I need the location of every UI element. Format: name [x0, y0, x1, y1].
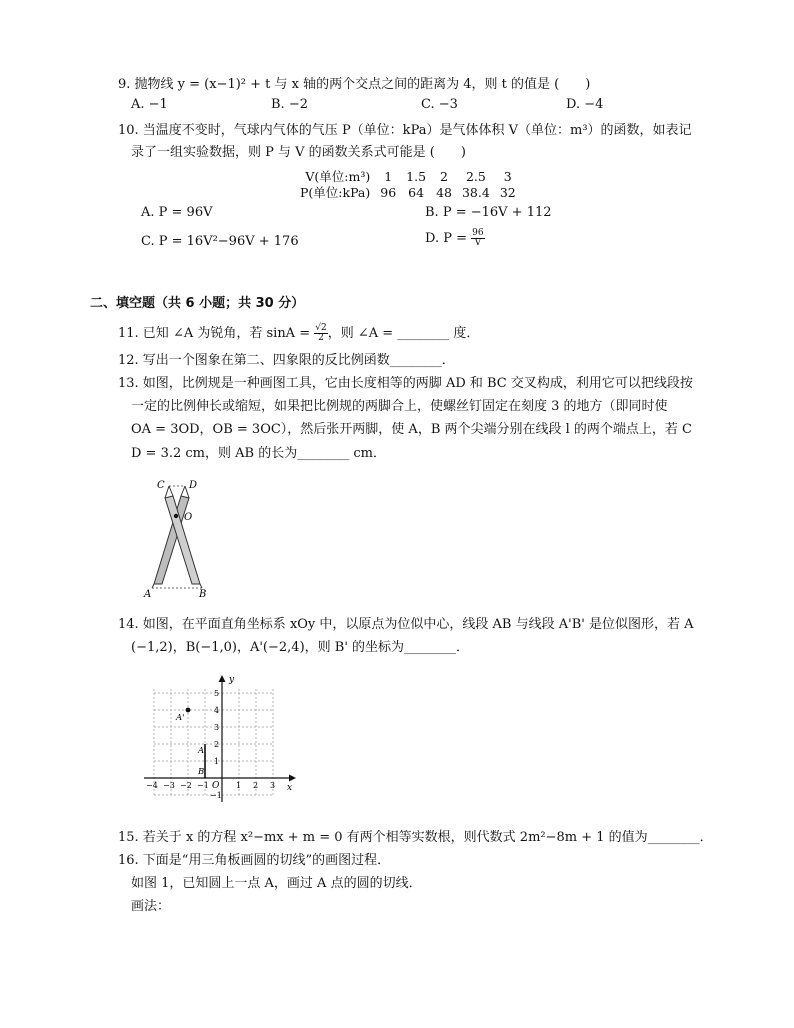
table-cell: 96	[380, 185, 397, 200]
x-tick-label: 3	[270, 781, 276, 790]
fraction-numerator: 96	[472, 228, 484, 238]
q10-data-table	[295, 169, 521, 201]
x-tick-label: −3	[163, 781, 175, 790]
leg-ad-tip	[181, 486, 185, 496]
table-cell: 64	[408, 185, 425, 200]
origin-label: O	[212, 781, 220, 791]
fraction-numerator: √2	[315, 323, 327, 333]
label-a: A	[144, 589, 152, 600]
x-tick-label: −2	[180, 781, 192, 790]
table-cell: 2	[440, 169, 448, 184]
proportional-compass-figure	[140, 476, 215, 600]
x-tick-label: −1	[197, 781, 209, 790]
table-row-pressure	[295, 185, 521, 201]
q13-line4: D = 3.2 cm，则 AB 的长为________ cm．	[131, 446, 386, 461]
x-tick-label: 2	[253, 781, 259, 790]
y-axis-label: y	[229, 675, 235, 685]
q14-line1: 14. 如图，在平面直角坐标系 xOy 中，以原点为位似中心，线段 AB 与线段 A'B' 是位似图形，若 A	[118, 617, 694, 632]
y-axis-arrow	[219, 675, 226, 682]
q11	[118, 324, 479, 343]
label-d: D	[189, 480, 198, 491]
coordinate-grid-figure	[140, 672, 300, 806]
q10-option-b: B. P = −16V + 112	[425, 205, 552, 220]
table-cell: 38.4	[461, 185, 490, 200]
y-tick-label: −1	[210, 791, 222, 800]
q9-option-c: C. −3	[421, 97, 458, 112]
q9-option-d: D. −4	[566, 97, 604, 112]
q14-line2: (−1,2)，B(−1,0)，A'(−2,4)，则 B' 的坐标为________．	[131, 640, 470, 655]
y-tick-label: 3	[214, 723, 220, 732]
q16-line2: 如图 1，已知圆上一点 A，画过 A 点的圆的切线．	[131, 876, 422, 891]
y-tick-label: 2	[214, 740, 220, 749]
q10-option-a: A. P = 96V	[141, 205, 213, 220]
q10-stem-line2: 录了一组实验数据，则 P 与 V 的函数关系式可能是 ( )	[131, 145, 466, 160]
section-heading: 二、填空题（共 6 小题；共 30 分）	[90, 296, 305, 311]
q13-line2: 一定的比例伸长或缩短，如果把比例规的两脚合上，使螺丝钉固定在刻度 3 的地方（即同时使	[131, 399, 668, 414]
y-tick-label: 4	[214, 706, 220, 715]
row-label-v: V(单位:m³)	[305, 169, 371, 184]
pivot-screw	[174, 514, 178, 518]
x-tick-label: −4	[146, 781, 158, 790]
label-b: B	[199, 589, 207, 600]
q16-line3: 画法：	[131, 899, 171, 914]
q10-option-d-prefix: D. P =	[425, 231, 472, 246]
x-axis-label: x	[287, 783, 293, 793]
x-tick-label: 1	[236, 781, 242, 790]
label-c: C	[157, 480, 165, 491]
q11-suffix: ，则 ∠A = ________ 度．	[327, 326, 480, 341]
point-a-tip	[152, 584, 154, 588]
label-a: A	[198, 746, 205, 756]
table-cell: 3	[503, 169, 512, 184]
fraction-denominator: V	[474, 238, 482, 248]
q12: 12. 写出一个图象在第二、四象限的反比例函数________．	[118, 353, 455, 368]
label-a-prime: A'	[176, 713, 185, 723]
leg-bc-tip-edge	[169, 486, 173, 496]
x-axis-arrow	[289, 775, 296, 782]
table-cell: 48	[436, 185, 452, 200]
q13-line3: OA = 3OD，OB = 3OC），然后张开两脚，使 A，B 两个尖端分别在线段 l 的两个端点上，若 C	[131, 422, 693, 437]
fraction-denominator: 2	[318, 333, 324, 343]
table-cell: 1.5	[406, 169, 427, 184]
q10-option-c: C. P = 16V²−96V + 176	[141, 234, 299, 249]
q10-stem-line1: 10. 当温度不变时，气球内气体的气压 P（单位：kPa）是气体体积 V（单位：m³）的函数，如表记	[118, 123, 692, 138]
q9-option-a: A. −1	[131, 97, 168, 112]
point-b-tip	[200, 584, 202, 588]
label-b: B	[198, 767, 205, 777]
table-cell: 2.5	[465, 169, 486, 184]
q10-option-d-fraction	[471, 229, 484, 248]
q16-line1: 16. 下面是“用三角板画圆的切线”的画图过程．	[118, 853, 391, 868]
row-label-p: P(单位:kPa)	[300, 185, 371, 200]
table-row-volume	[295, 169, 521, 185]
q9-option-b: B. −2	[271, 97, 308, 112]
y-tick-label: 5	[214, 689, 220, 698]
table-cell: 32	[499, 185, 516, 200]
point-a-prime	[186, 708, 191, 713]
q11-fraction	[314, 324, 327, 343]
leg-bc-tip	[165, 486, 169, 498]
q13-line1: 13. 如图，比例规是一种画图工具，它由长度相等的两脚 AD 和 BC 交叉构成，利用它可以把线段按	[118, 376, 693, 391]
y-tick-label: 1	[214, 757, 220, 766]
label-o: O	[184, 512, 193, 523]
table-cell: 1	[384, 169, 393, 184]
q15: 15. 若关于 x 的方程 x²−mx + m = 0 有两个相等实数根，则代数式 2m²−8m + 1 的值为________．	[118, 830, 713, 845]
q11-prefix: 11. 已知 ∠A 为锐角，若 sinA =	[118, 326, 315, 341]
q10-option-d	[425, 229, 485, 248]
q9-stem: 9. 抛物线 y = (x−1)² + t 与 x 轴的两个交点之间的距离为 4，则 t 的值是 ( )	[118, 77, 591, 92]
